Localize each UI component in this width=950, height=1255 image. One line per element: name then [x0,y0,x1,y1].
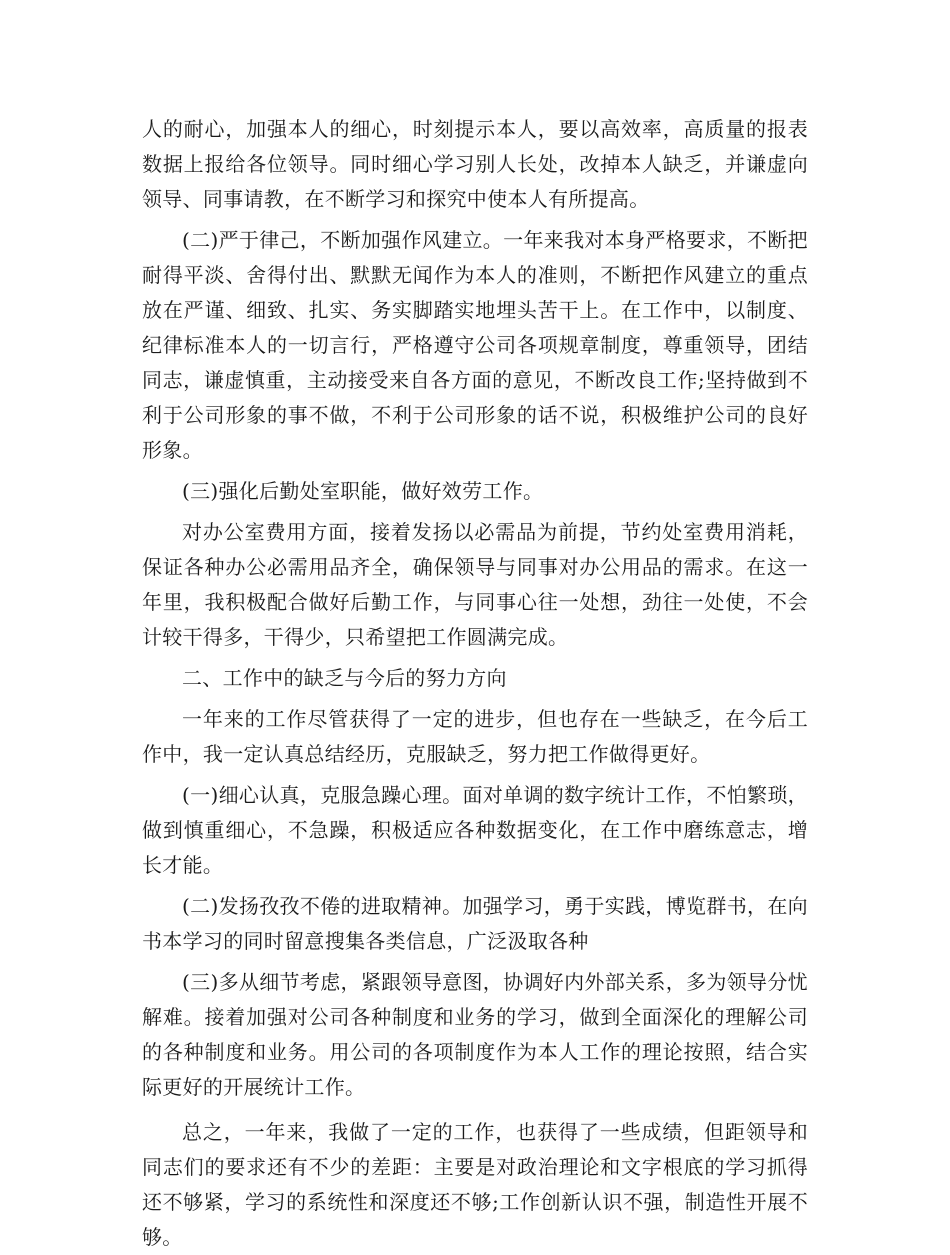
paragraph-6: 一年来的工作尽管获得了一定的进步，但也存在一些缺乏，在今后工作中，我一定认真总结经历，克服缺乏，努力把工作做得更好。 [142,707,808,766]
paragraph-1: 人的耐心，加强本人的细心，时刻提示本人，要以高效率，高质量的报表数据上报给各位领导。同时细心学习别人长处，改掉本人缺乏，并谦虚向领导、同事请教，在不断学习和探究中使本人有所提高。 [142,117,808,211]
paragraph-3: (三)强化后勤处室职能，做好效劳工作。 [182,479,544,503]
paragraph-8: (二)发扬孜孜不倦的进取精神。加强学习，勇于实践，博览群书，在向书本学习的同时留意搜集各类信息，广泛汲取各种 [142,894,808,953]
document-page [142,112,808,1255]
paragraph-10: 总之，一年来，我做了一定的工作，也获得了一些成绩，但距领导和同志们的要求还有不少的差距：主要是对政治理论和文字根底的学习抓得还不够紧，学习的系统性和深度还不够;工作创新认识不强，制造性开展不够。 [142,1120,808,1249]
paragraph-7: (一)细心认真，克服急躁心理。面对单调的数字统计工作，不怕繁琐，做到慎重细心，不急躁，积极适应各种数据变化，在工作中磨练意志，增长才能。 [142,783,808,877]
paragraph-4: 对办公室费用方面，接着发扬以必需品为前提，节约处室费用消耗，保证各种办公必需用品齐全，确保领导与同事对办公用品的需求。在这一年里，我积极配合做好后勤工作，与同事心往一处想，劲往一处使，不会计较干得多，干得少，只希望把工作圆满完成。 [142,520,808,649]
section-heading: 二、工作中的缺乏与今后的努力方向 [182,666,507,690]
paragraph-9: (三)多从细节考虑，紧跟领导意图，协调好内外部关系，多为领导分忧解难。接着加强对公司各种制度和业务的学习，做到全面深化的理解公司的各种制度和业务。用公司的各项制度作为本人工作的理论按照，结合实际更好的开展统计工作。 [142,970,808,1099]
paragraph-2: (二)严于律己，不断加强作风建立。一年来我对本身严格要求，不断把耐得平淡、舍得付出、默默无闻作为本人的准则，不断把作风建立的重点放在严谨、细致、扎实、务实脚踏实地埋头苦干上。在工作中，以制度、纪律标准本人的一切言行，严格遵守公司各项规章制度，尊重领导，团结同志，谦虚慎重，主动接受来自各方面的意见，不断改良工作;坚持做到不利于公司形象的事不做，不利于公司形象的话不说，积极维护公司的良好形象。 [142,228,808,462]
